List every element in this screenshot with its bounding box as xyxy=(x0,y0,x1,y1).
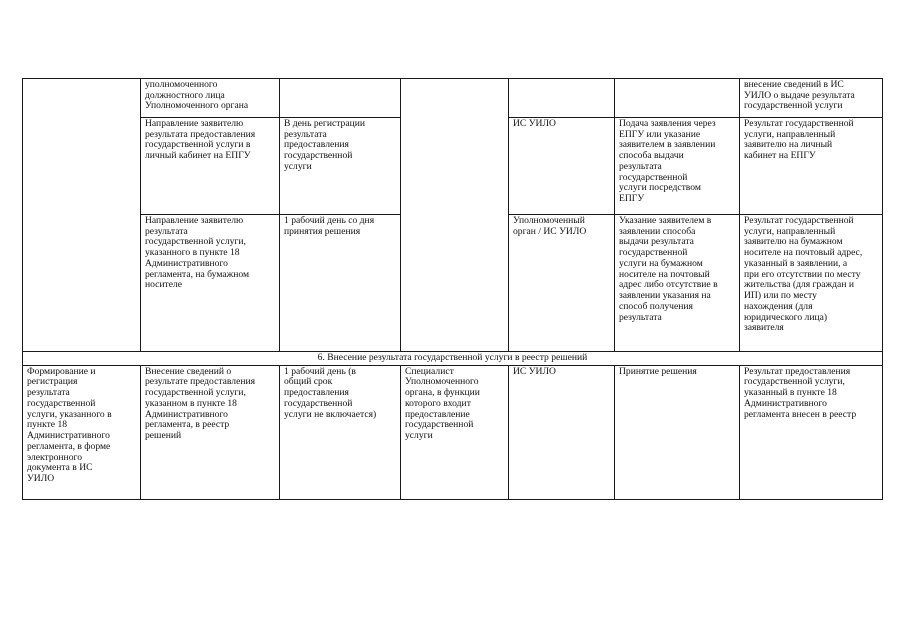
cell-result: Результат государственной услуги, направленный заявителю на бумажном носителе на почтовый адрес, указанный в заявлении, а при его отсутствии по месту жительства (для граждан и ИП) или по месту нахождения (для юридического лица) заявителя xyxy=(740,215,883,352)
cell-resources: ИС УИЛО xyxy=(509,365,615,499)
cell-resources: ИС УИЛО xyxy=(509,118,615,215)
cell-result: Результат государственной услуги, направленный заявителю на личный кабинет на ЕПГУ xyxy=(740,118,883,215)
cell-action: Направление заявителю результата государственной услуги, указанного в пункте 18 Административного регламента, на бумажном носителе xyxy=(141,215,280,352)
cell-criteria xyxy=(615,79,740,118)
cell-term: 1 рабочий день (в общий срок предоставления государственной услуги не включается) xyxy=(280,365,401,499)
cell-criteria: Указание заявителем в заявлении способа выдачи результата государственной услуги на бумажном носителе на почтовый адрес либо отсутствие в заявлении указания на способ получения результата xyxy=(615,215,740,352)
cell-action: уполномоченного должностного лица Уполномоченного органа xyxy=(141,79,280,118)
cell-resources: Уполномоченный орган / ИС УИЛО xyxy=(509,215,615,352)
cell-action: Направление заявителю результата предоставления государственной услуги в личный кабинет на ЕПГУ xyxy=(141,118,280,215)
cell-criteria: Подача заявления через ЕПГУ или указание заявителем в заявлении способа выдачи результата государственной услуги посредством ЕПГУ xyxy=(615,118,740,215)
cell-term: 1 рабочий день со дня принятия решения xyxy=(280,215,401,352)
procedure-table xyxy=(22,78,883,500)
cell-procedure: Формирование и регистрация результата государственной услуги, указанного в пункте 18 Административного регламента, в форме электронного документа в ИС УИЛО xyxy=(23,365,141,499)
cell-term: В день регистрации результата предоставления государственной услуги xyxy=(280,118,401,215)
cell-empty xyxy=(23,79,141,352)
section-heading: 6. Внесение результата государственной услуги в реестр решений xyxy=(23,352,883,366)
cell-executor xyxy=(401,79,509,352)
cell-executor: Специалист Уполномоченного органа, в функции которого входит предоставление государственной услуги xyxy=(401,365,509,499)
cell-result: Результат предоставления государственной услуги, указанный в пункте 18 Административного регламента внесен в реестр xyxy=(740,365,883,499)
table-row xyxy=(23,365,883,499)
cell-term xyxy=(280,79,401,118)
section-heading-row xyxy=(23,352,883,366)
cell-criteria: Принятие решения xyxy=(615,365,740,499)
cell-action: Внесение сведений о результате предоставления государственной услуги, указанном в пункте 18 Административного регламента, в реестр решений xyxy=(141,365,280,499)
cell-result: внесение сведений в ИС УИЛО о выдаче результата государственной услуги xyxy=(740,79,883,118)
cell-resources xyxy=(509,79,615,118)
table-row xyxy=(23,79,883,118)
